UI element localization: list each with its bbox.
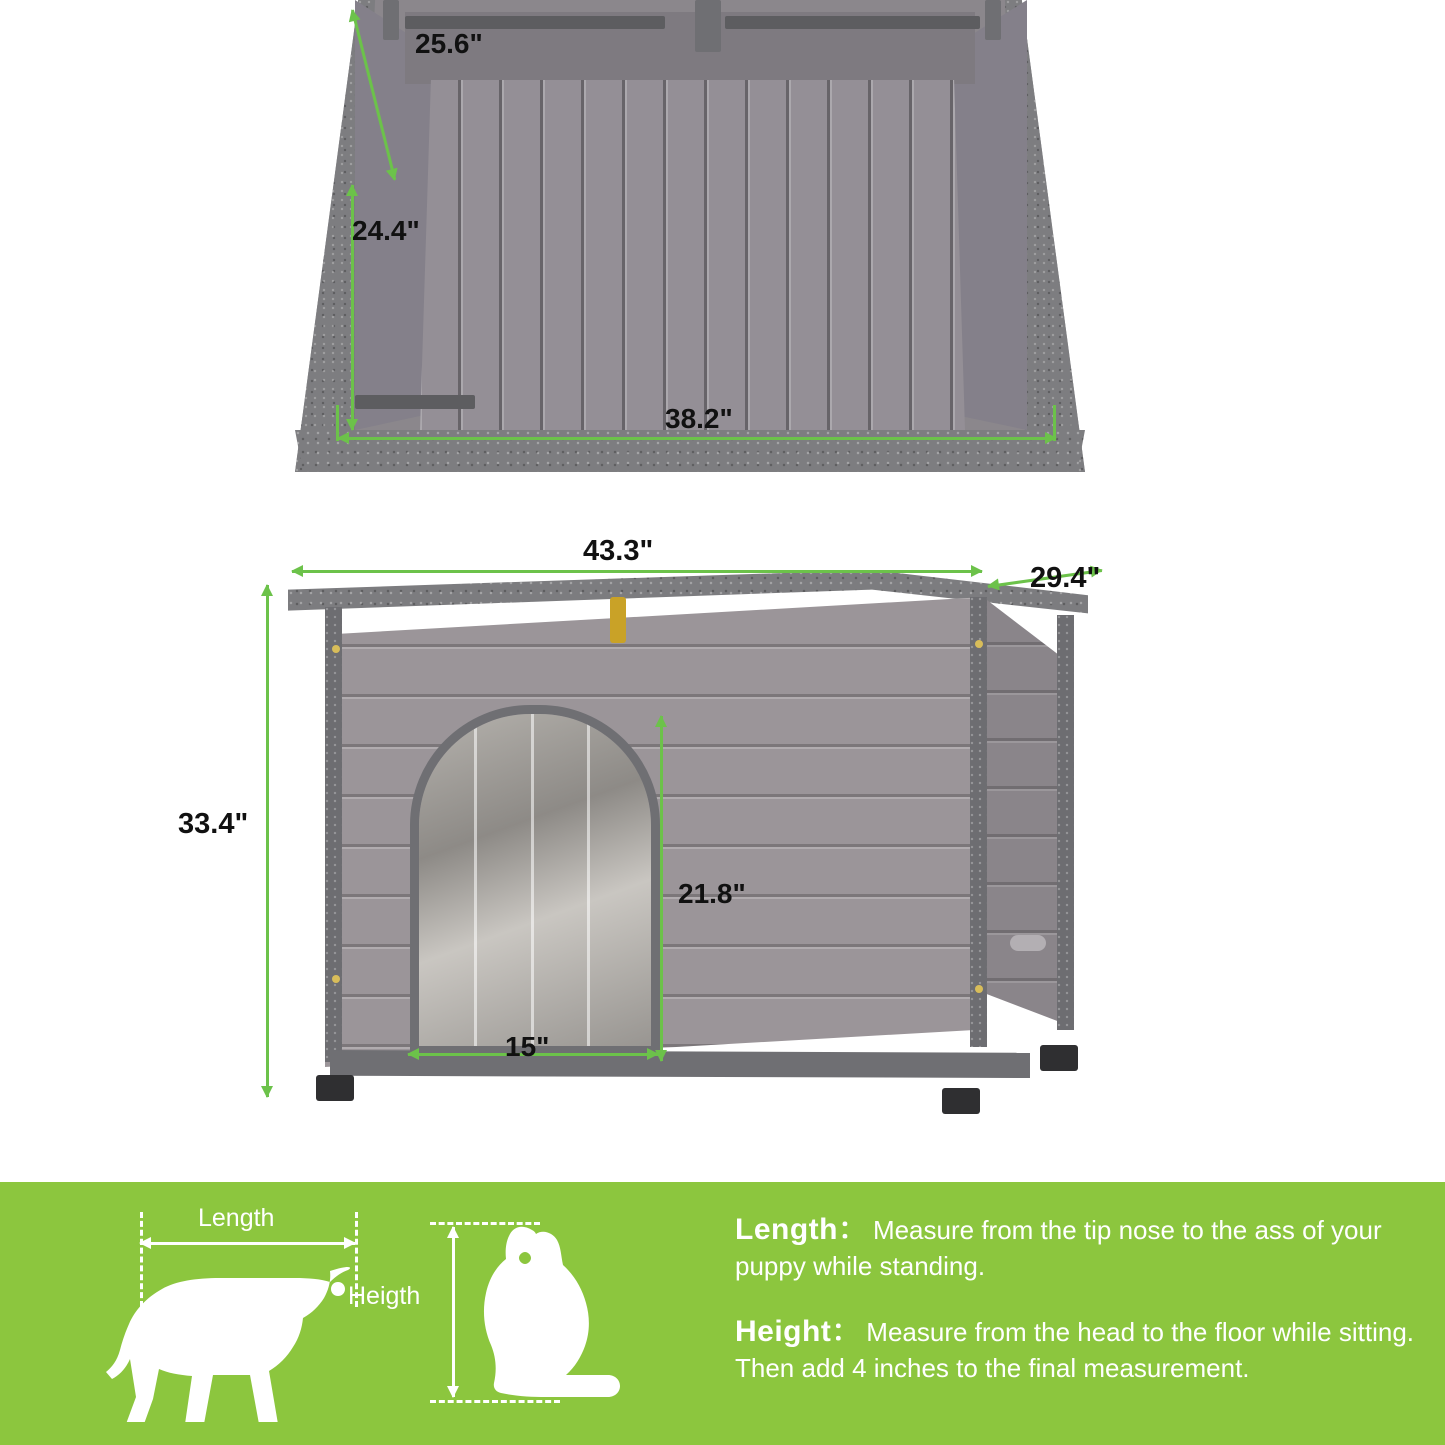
dimension-arrow-overall-height <box>266 585 269 1097</box>
dimension-label-overall-height: 33.4" <box>178 808 249 840</box>
guide-text-height: Measure from the head to the floor while sitting. Then add 4 inches to the final measurement. <box>735 1317 1415 1383</box>
length-arrow <box>140 1242 355 1245</box>
dimension-label-overall-length: 43.3" <box>583 535 654 567</box>
dog-door-opening <box>410 705 660 1055</box>
dimension-label-interior-width: 38.2" <box>665 403 733 434</box>
flap-seam <box>587 714 590 1046</box>
screw <box>975 640 983 648</box>
guide-text-length: Measure from the tip nose to the ass of your puppy while standing. <box>735 1215 1382 1281</box>
interior-floor-planks <box>420 80 965 430</box>
guide-entry-length <box>735 1204 1425 1284</box>
top-bracket <box>725 16 980 29</box>
flap-seam <box>474 714 477 1046</box>
measure-guide-illustration <box>0 1182 700 1445</box>
leg-foot <box>316 1075 354 1101</box>
hinge-strip <box>695 0 721 52</box>
brand-logo <box>1010 935 1046 951</box>
guide-heading-height: Height： <box>735 1315 862 1348</box>
dimension-label-door-width: 15" <box>505 1031 550 1062</box>
corner-post-middle <box>970 597 987 1047</box>
dimension-arrow-interior-width <box>338 437 1056 440</box>
measure-guide-panel <box>0 1182 1445 1445</box>
side-view-illustration <box>270 545 1100 1165</box>
leg-foot <box>942 1088 980 1114</box>
height-arrow <box>452 1227 455 1397</box>
dimension-arrow-door-height <box>660 716 663 1061</box>
bottom-bracket <box>355 395 475 409</box>
length-label: Length <box>198 1204 275 1232</box>
roof-latch <box>610 597 626 643</box>
guide-entry-height <box>735 1306 1425 1386</box>
guide-heading-length: Length： <box>735 1213 869 1246</box>
corner-post-left <box>325 607 342 1062</box>
dimension-label-overall-depth: 29.4" <box>1030 562 1101 594</box>
screw <box>332 645 340 653</box>
measure-guide-text <box>735 1204 1425 1434</box>
dimension-label-interior-height: 24.4" <box>352 215 420 246</box>
leg-foot <box>1040 1045 1078 1071</box>
height-label: Heigth <box>348 1282 421 1310</box>
dimension-label-door-height: 21.8" <box>678 878 746 909</box>
flap-seam <box>531 714 534 1046</box>
door-flap <box>419 714 651 1046</box>
sitting-dog-icon <box>470 1224 655 1409</box>
screw <box>332 975 340 983</box>
hinge-strip <box>383 0 399 40</box>
hinge-strip <box>985 0 1001 40</box>
corner-post-right <box>1057 615 1074 1030</box>
standing-dog-icon <box>105 1252 375 1422</box>
dimension-label-interior-depth: 25.6" <box>415 28 483 59</box>
dimension-arrow-overall-length <box>292 570 982 573</box>
screw <box>975 985 983 993</box>
